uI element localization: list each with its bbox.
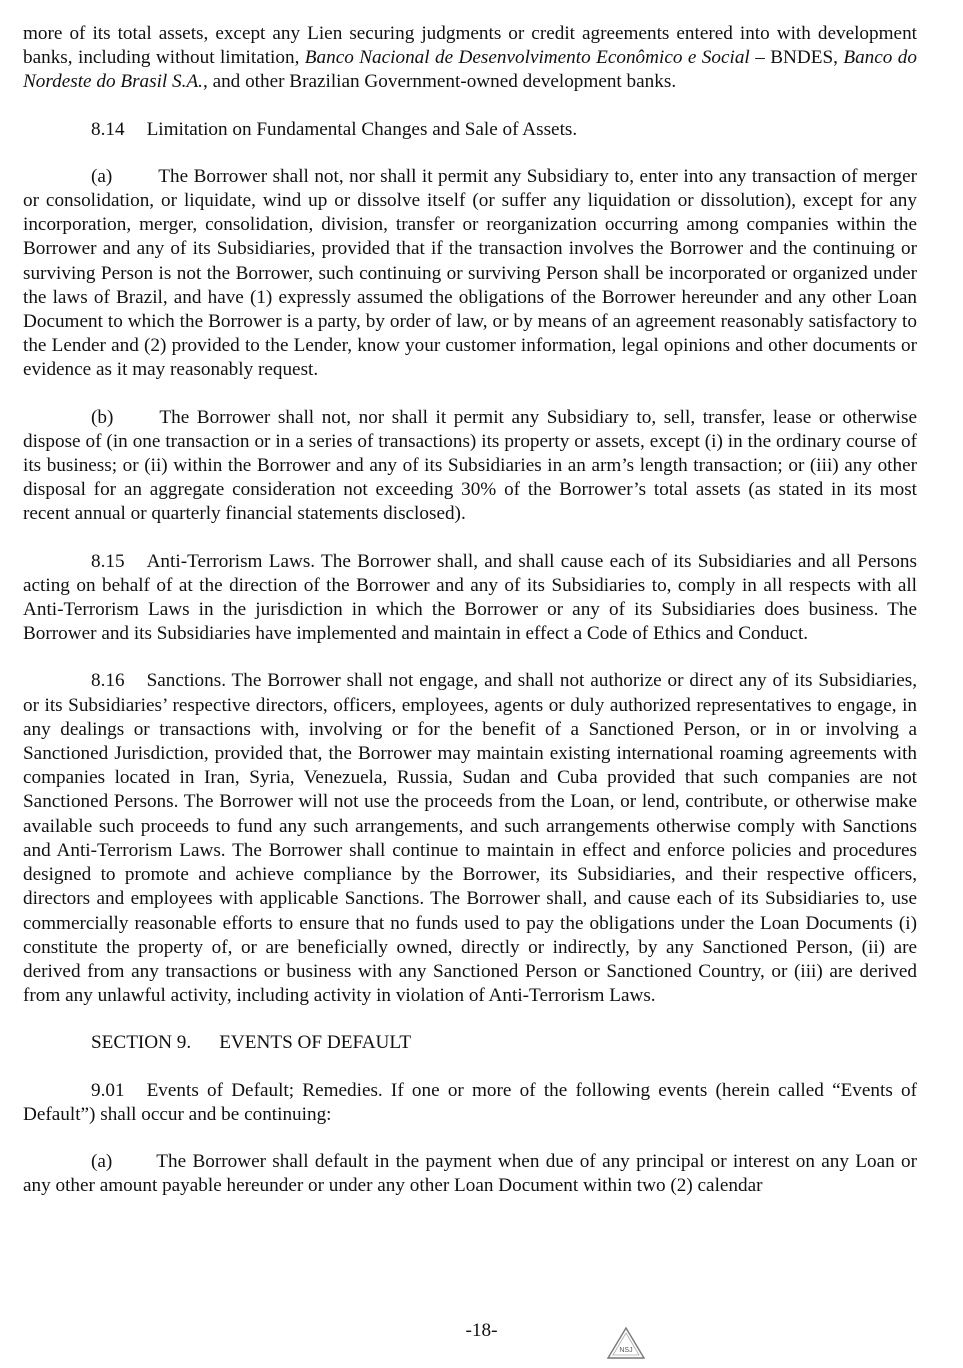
section-title: Limitation on Fundamental Changes and Sale of Assets. bbox=[146, 118, 578, 140]
logo-text: NSJ bbox=[619, 1347, 633, 1354]
paragraph-continuation: more of its total assets, except any Lien securing judgments or credit agreements entered into with development banks, including without limitation, Banco Nacional de Desenvolvimento Econômico e Social – BNDES, Banco do Nordeste do Brasil S.A., and other Brazilian Government-owned development banks. bbox=[23, 23, 917, 93]
section-text: Sanctions. The Borrower shall not engage, and shall not authorize or direct any of its Subsidiaries, or its Subsidiaries’ respective directors, officers, employees, agents or duly authorized representatives to engage, in any dealings or transactions with, involving or for the benefit of a Sanctioned Person, or in or involving a Sanctioned Jurisdiction, provided that, the Borrower may maintain existing international roaming agreements with companies located in Iran, Syria, Venezuela, Russia, Sudan and Cuba provided that such companies are not Sanctioned Persons. The Borrower will not use the proceeds from the Loan, or lend, contribute, or otherwise make available such proceeds to fund any such arrangements, and such arrangements otherwise comply with Sanctions and Anti-Terrorism Laws. The Borrower shall continue to maintain in effect and enforce policies and procedures designed to promote and achieve compliance by the Borrower, its Subsidiaries, and their respective officers, directors and employees with applicable Sanctions. The Borrower shall, and cause each of its Subsidiaries to, use commercially reasonable efforts to ensure that no funds used to pay the obligations under the Loan Documents (i) constitute the property of, or are beneficially owned, directly or indirectly, by any Sanctioned Person, (ii) are derived from any transactions or business with any Sanctioned Person or Sanctioned Country, or (iii) are derived from any unlawful activity, including activity in violation of Anti-Terrorism Laws. bbox=[23, 670, 917, 1007]
clause-text: The Borrower shall not, nor shall it permit any Subsidiary to, sell, transfer, lease or otherwise dispose of (in one transaction or in a series of transactions) its property or assets, except (i) in the ordinary course of its business; or (ii) within the Borrower and any of its Subsidiaries in an arm’s length transaction; or (iii) any other disposal for an aggregate consideration not exceeding 30% of the Borrower’s total assets (as stated in its most recent annual or quarterly financial statements disclosed). bbox=[23, 406, 917, 525]
page-number: -18- bbox=[465, 1320, 498, 1341]
section-number: 8.14 bbox=[91, 118, 125, 140]
section-9-01-a bbox=[23, 1150, 917, 1198]
section-number: 9.01 bbox=[91, 1079, 125, 1101]
section-label: SECTION 9. bbox=[91, 1032, 192, 1054]
section-number: 8.15 bbox=[91, 550, 125, 572]
section-9-01 bbox=[23, 1079, 917, 1127]
section-8-14-heading bbox=[23, 118, 917, 142]
section-8-15 bbox=[23, 550, 917, 647]
section-text: Events of Default; Remedies. If one or more of the following events (herein called “Events of Default”) shall occur and be continuing: bbox=[23, 1079, 917, 1125]
section-9-heading bbox=[23, 1031, 917, 1055]
firm-logo-icon bbox=[606, 1326, 646, 1360]
section-number: 8.16 bbox=[91, 670, 125, 692]
clause-text: The Borrower shall not, nor shall it permit any Subsidiary to, enter into any transaction of merger or consolidation, or liquidate, wind up or dissolve itself (or suffer any liquidation or dissolution), except for any incorporation, merger, consolidation, division, transfer or reorganization occurring among companies within the Borrower and any of its Subsidiaries, provided that if the transaction involves the Borrower and the continuing or surviving Person is not the Borrower, such continuing or surviving Person shall be incorporated or organized under the laws of Brazil, and have (1) expressly assumed the obligations of the Borrower hereunder and any other Loan Document to which the Borrower is a party, by order of law, or by means of an agreement reasonably satisfactory to the Lender and (2) provided to the Lender, know your customer information, legal opinions and other documents or evidence as it may reasonably request. bbox=[23, 165, 917, 381]
clause-label: (a) bbox=[91, 1150, 113, 1172]
section-8-14-b bbox=[23, 406, 917, 527]
section-8-14-a bbox=[23, 165, 917, 383]
section-8-16 bbox=[23, 669, 917, 1008]
document-page bbox=[23, 22, 917, 1198]
clause-text: The Borrower shall default in the payment when due of any principal or interest on any Loan or any other amount payable hereunder or under any other Loan Document within two (2) calendar bbox=[23, 1150, 917, 1197]
section-text: Anti-Terrorism Laws. The Borrower shall, and shall cause each of its Subsidiaries and all Persons acting on behalf of at the direction of the Borrower and any of its Subsidiaries to, comply in all respects with all Anti-Terrorism Laws in the jurisdiction in which the Borrower or any of its Subsidiaries does business. The Borrower and its Subsidiaries have implemented and maintain in effect a Code of Ethics and Conduct. bbox=[23, 550, 917, 645]
section-title: EVENTS OF DEFAULT bbox=[219, 1032, 412, 1054]
clause-label: (b) bbox=[91, 406, 114, 428]
clause-label: (a) bbox=[91, 165, 113, 187]
